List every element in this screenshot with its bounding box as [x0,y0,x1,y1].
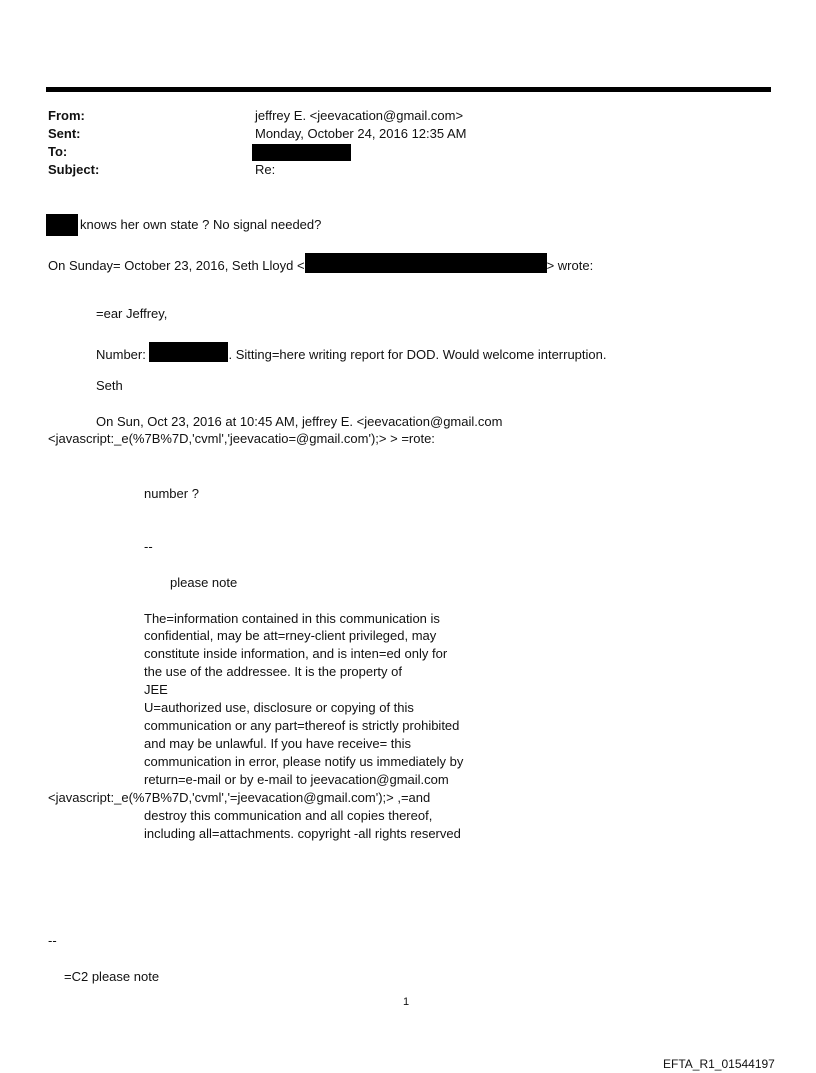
number-line [96,342,607,363]
header-rule [46,87,771,92]
sent-label: Sent: [48,126,81,141]
name-redaction [46,214,78,236]
disclaimer-line: the use of the addressee. It is the property of [144,664,402,679]
salutation: =ear Jeffrey, [96,306,168,321]
number-prefix: Number: [96,347,146,362]
disclaimer-js-line: <javascript:_e(%7B%7D,'cvml','=jeevacation@gmail.com');> ,=and [48,790,431,805]
disclaimer-line: return=e-mail or by e-mail to jeevacation@gmail.com [144,772,449,787]
disclaimer-line: constitute inside information, and is inten=ed only for [144,646,448,661]
subject-value: Re: [255,162,276,177]
disclaimer-line: JEE [144,682,168,697]
disclaimer-line: communication in error, please notify us immediately by [144,754,464,769]
please-note: please note [170,575,238,590]
quote-intro-prefix: On Sunday= October 23, 2016, Seth Lloyd < [48,258,305,273]
inner-intro-line2: <javascript:_e(%7B%7D,'cvml','jeevacatio=@gmail.com');> > =rote: [48,431,435,446]
footer-note: =C2 please note [64,969,160,984]
disclaimer-line: communication or any part=thereof is strictly prohibited [144,718,460,733]
sent-value: Monday, October 24, 2016 12:35 AM [255,126,467,141]
from-label: From: [48,108,85,123]
disclaimer-line: and may be unlawful. If you have receive= this [144,736,412,751]
bates-number: EFTA_R1_01544197 [663,1057,775,1071]
signoff: Seth [96,378,123,393]
quote-intro-suffix: > wrote: [546,258,594,273]
subject-label: Subject: [48,162,100,177]
footer-dashes: -- [48,933,57,948]
from-value: jeffrey E. <jeevacation@gmail.com> [255,108,464,123]
disclaimer-line: confidential, may be att=rney-client privileged, may [144,628,437,643]
email-redaction [305,253,547,273]
disclaimer-line: destroy this communication and all copies thereof, [144,808,433,823]
disclaimer-line: U=authorized use, disclosure or copying of this [144,700,414,715]
page-number: 1 [403,996,410,1008]
quote-intro [48,253,593,274]
to-label: To: [48,144,68,159]
disclaimer-line: The=information contained in this communication is [144,611,440,626]
reply-line: knows her own state ? No signal needed? [80,217,322,232]
phone-redaction [149,342,228,362]
to-redaction [252,144,351,161]
disclaimer-line: including all=attachments. copyright -all rights reserved [144,826,461,841]
number-question: number ? [144,486,199,501]
number-suffix: . Sitting=here writing report for DOD. Would welcome interruption. [228,347,607,362]
signature-dashes: -- [144,539,153,554]
inner-intro-line1: On Sun, Oct 23, 2016 at 10:45 AM, jeffrey E. <jeevacation@gmail.com [96,414,503,429]
